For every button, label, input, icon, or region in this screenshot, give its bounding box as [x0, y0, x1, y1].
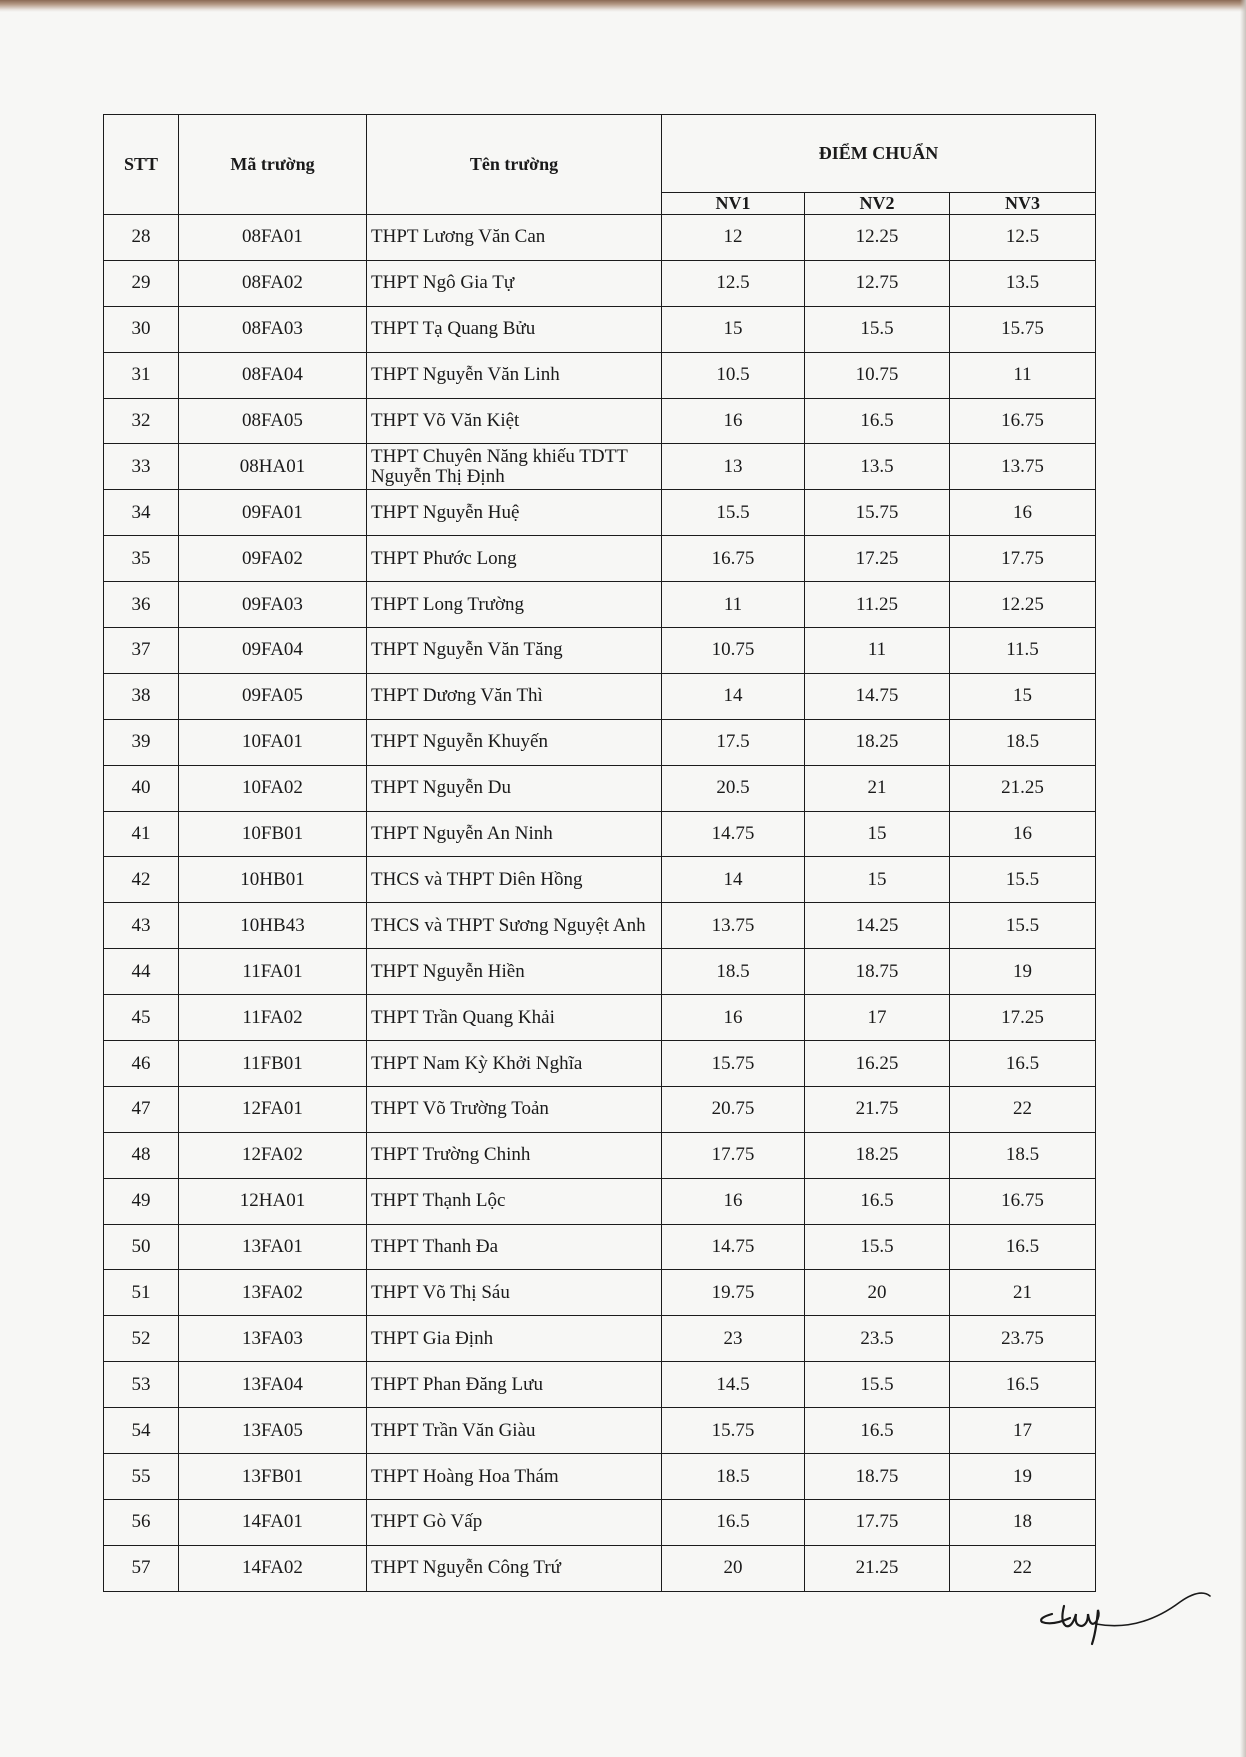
row-nv1: 13.75 [662, 903, 805, 949]
table-row [104, 1362, 1096, 1408]
row-nv2: 17 [805, 995, 950, 1041]
row-nv2: 13.5 [805, 444, 950, 490]
row-stt: 29 [104, 260, 179, 306]
header-stt: STT [104, 115, 179, 215]
row-nv3: 16.75 [950, 398, 1096, 444]
table-row [104, 1132, 1096, 1178]
paper-right-edge [1240, 0, 1246, 1757]
row-school-name: THPT Nguyễn Hiền [367, 949, 662, 995]
table-header-row [104, 115, 1096, 193]
row-school-name: THPT Trường Chinh [367, 1132, 662, 1178]
row-school-code: 12HA01 [179, 1178, 367, 1224]
paper-top-edge [0, 0, 1246, 12]
row-school-name: THPT Trần Quang Khải [367, 995, 662, 1041]
row-school-name: THPT Võ Thị Sáu [367, 1270, 662, 1316]
table-row [104, 995, 1096, 1041]
row-school-name: THPT Nguyễn Văn Linh [367, 352, 662, 398]
row-school-code: 12FA01 [179, 1086, 367, 1132]
row-stt: 36 [104, 582, 179, 628]
row-school-name: THCS và THPT Diên Hồng [367, 857, 662, 903]
row-stt: 57 [104, 1545, 179, 1591]
row-school-code: 09FA03 [179, 582, 367, 628]
row-nv2: 17.25 [805, 536, 950, 582]
row-stt: 52 [104, 1316, 179, 1362]
table-row [104, 444, 1096, 490]
row-nv3: 18.5 [950, 719, 1096, 765]
row-school-name: THCS và THPT Sương Nguyệt Anh [367, 903, 662, 949]
row-school-name: THPT Nguyễn Văn Tăng [367, 628, 662, 674]
table-row [104, 719, 1096, 765]
row-school-name: THPT Thanh Đa [367, 1224, 662, 1270]
row-nv2: 15 [805, 857, 950, 903]
row-nv1: 18.5 [662, 1454, 805, 1500]
row-nv3: 12.25 [950, 582, 1096, 628]
row-stt: 42 [104, 857, 179, 903]
row-nv3: 16.75 [950, 1178, 1096, 1224]
row-school-code: 11FA02 [179, 995, 367, 1041]
row-nv1: 15.5 [662, 490, 805, 536]
row-nv2: 15 [805, 811, 950, 857]
row-school-name: THPT Nguyễn Huệ [367, 490, 662, 536]
row-school-code: 10FA02 [179, 765, 367, 811]
row-school-code: 13FA03 [179, 1316, 367, 1362]
table-body [104, 215, 1096, 1592]
table-row [104, 1270, 1096, 1316]
row-nv1: 17.75 [662, 1132, 805, 1178]
row-school-name: THPT Dương Văn Thì [367, 673, 662, 719]
header-cutoff-score: ĐIỂM CHUẨN [662, 115, 1096, 193]
header-nv3: NV3 [950, 193, 1096, 215]
row-school-name: THPT Phan Đăng Lưu [367, 1362, 662, 1408]
row-school-code: 08FA04 [179, 352, 367, 398]
row-nv2: 18.25 [805, 1132, 950, 1178]
handwritten-initials-icon [1030, 1592, 1230, 1662]
row-nv1: 16 [662, 995, 805, 1041]
row-school-name: THPT Nguyễn Công Trứ [367, 1545, 662, 1591]
row-nv2: 17.75 [805, 1499, 950, 1545]
row-nv1: 14 [662, 673, 805, 719]
row-school-code: 08FA02 [179, 260, 367, 306]
table-row [104, 1178, 1096, 1224]
row-stt: 48 [104, 1132, 179, 1178]
row-nv1: 16.75 [662, 536, 805, 582]
row-stt: 44 [104, 949, 179, 995]
row-nv1: 15 [662, 306, 805, 352]
row-nv2: 11 [805, 628, 950, 674]
row-nv2: 16.5 [805, 1178, 950, 1224]
row-nv2: 21.25 [805, 1545, 950, 1591]
row-nv3: 16.5 [950, 1041, 1096, 1087]
table-row [104, 811, 1096, 857]
row-nv2: 23.5 [805, 1316, 950, 1362]
row-school-code: 08HA01 [179, 444, 367, 490]
row-nv2: 21 [805, 765, 950, 811]
row-nv1: 23 [662, 1316, 805, 1362]
table-row [104, 1499, 1096, 1545]
row-nv2: 16.5 [805, 398, 950, 444]
row-stt: 34 [104, 490, 179, 536]
row-stt: 55 [104, 1454, 179, 1500]
header-nv2: NV2 [805, 193, 950, 215]
row-school-code: 11FB01 [179, 1041, 367, 1087]
row-school-name: THPT Chuyên Năng khiếu TDTT Nguyễn Thị Định [367, 444, 662, 490]
row-school-code: 13FA01 [179, 1224, 367, 1270]
row-nv1: 15.75 [662, 1041, 805, 1087]
row-nv3: 18.5 [950, 1132, 1096, 1178]
table-row [104, 1224, 1096, 1270]
row-nv3: 15.5 [950, 903, 1096, 949]
row-nv3: 15.75 [950, 306, 1096, 352]
row-school-name: THPT Nam Kỳ Khởi Nghĩa [367, 1041, 662, 1087]
row-school-code: 14FA01 [179, 1499, 367, 1545]
row-school-name: THPT Phước Long [367, 536, 662, 582]
row-stt: 39 [104, 719, 179, 765]
row-nv2: 11.25 [805, 582, 950, 628]
row-nv1: 14.75 [662, 1224, 805, 1270]
row-nv3: 19 [950, 949, 1096, 995]
row-nv3: 17.25 [950, 995, 1096, 1041]
row-nv3: 16.5 [950, 1362, 1096, 1408]
row-nv1: 19.75 [662, 1270, 805, 1316]
table-row [104, 536, 1096, 582]
row-nv3: 17 [950, 1408, 1096, 1454]
row-stt: 31 [104, 352, 179, 398]
row-school-code: 10HB43 [179, 903, 367, 949]
row-nv3: 12.5 [950, 215, 1096, 261]
row-nv1: 10.75 [662, 628, 805, 674]
row-stt: 40 [104, 765, 179, 811]
row-stt: 51 [104, 1270, 179, 1316]
row-nv3: 15.5 [950, 857, 1096, 903]
row-nv2: 18.25 [805, 719, 950, 765]
row-stt: 33 [104, 444, 179, 490]
row-stt: 53 [104, 1362, 179, 1408]
row-nv3: 13.75 [950, 444, 1096, 490]
row-nv1: 16 [662, 1178, 805, 1224]
row-nv1: 16 [662, 398, 805, 444]
row-nv2: 16.5 [805, 1408, 950, 1454]
row-nv1: 10.5 [662, 352, 805, 398]
row-school-code: 08FA01 [179, 215, 367, 261]
row-nv2: 15.5 [805, 306, 950, 352]
row-nv1: 14.75 [662, 811, 805, 857]
table-row [104, 1316, 1096, 1362]
row-nv2: 14.75 [805, 673, 950, 719]
row-stt: 28 [104, 215, 179, 261]
row-stt: 32 [104, 398, 179, 444]
table-row [104, 490, 1096, 536]
row-school-code: 09FA01 [179, 490, 367, 536]
row-nv3: 17.75 [950, 536, 1096, 582]
row-nv1: 20.5 [662, 765, 805, 811]
row-stt: 47 [104, 1086, 179, 1132]
row-school-code: 11FA01 [179, 949, 367, 995]
row-nv3: 15 [950, 673, 1096, 719]
row-school-code: 10FB01 [179, 811, 367, 857]
row-stt: 38 [104, 673, 179, 719]
row-nv3: 16 [950, 811, 1096, 857]
row-stt: 43 [104, 903, 179, 949]
table-row [104, 673, 1096, 719]
row-nv2: 12.25 [805, 215, 950, 261]
row-nv1: 16.5 [662, 1499, 805, 1545]
row-nv3: 21.25 [950, 765, 1096, 811]
row-nv2: 18.75 [805, 949, 950, 995]
row-stt: 56 [104, 1499, 179, 1545]
header-school-code: Mã trường [179, 115, 367, 215]
row-school-name: THPT Võ Trường Toản [367, 1086, 662, 1132]
row-nv3: 16 [950, 490, 1096, 536]
row-school-name: THPT Thạnh Lộc [367, 1178, 662, 1224]
row-nv1: 14 [662, 857, 805, 903]
admission-scores-table [103, 114, 1096, 1592]
table-row [104, 903, 1096, 949]
row-school-code: 13FA04 [179, 1362, 367, 1408]
row-nv2: 14.25 [805, 903, 950, 949]
row-school-name: THPT Gia Định [367, 1316, 662, 1362]
row-nv3: 11 [950, 352, 1096, 398]
row-nv3: 13.5 [950, 260, 1096, 306]
row-nv2: 21.75 [805, 1086, 950, 1132]
header-school-name: Tên trường [367, 115, 662, 215]
table-row [104, 1041, 1096, 1087]
row-nv3: 18 [950, 1499, 1096, 1545]
row-school-code: 13FB01 [179, 1454, 367, 1500]
row-school-name: THPT Võ Văn Kiệt [367, 398, 662, 444]
row-school-code: 10HB01 [179, 857, 367, 903]
row-nv1: 11 [662, 582, 805, 628]
row-school-code: 14FA02 [179, 1545, 367, 1591]
row-stt: 50 [104, 1224, 179, 1270]
row-nv2: 15.5 [805, 1224, 950, 1270]
row-nv1: 12.5 [662, 260, 805, 306]
row-school-name: THPT Long Trường [367, 582, 662, 628]
row-nv1: 13 [662, 444, 805, 490]
row-nv2: 15.5 [805, 1362, 950, 1408]
table-row [104, 215, 1096, 261]
row-nv1: 14.5 [662, 1362, 805, 1408]
row-school-code: 09FA02 [179, 536, 367, 582]
row-nv1: 17.5 [662, 719, 805, 765]
table-row [104, 765, 1096, 811]
row-school-name: THPT Nguyễn Du [367, 765, 662, 811]
row-nv2: 18.75 [805, 1454, 950, 1500]
row-school-code: 08FA03 [179, 306, 367, 352]
row-school-name: THPT Ngô Gia Tự [367, 260, 662, 306]
row-stt: 41 [104, 811, 179, 857]
table-row [104, 352, 1096, 398]
row-stt: 30 [104, 306, 179, 352]
row-nv1: 12 [662, 215, 805, 261]
row-school-name: THPT Trần Văn Giàu [367, 1408, 662, 1454]
row-stt: 45 [104, 995, 179, 1041]
row-school-name: THPT Lương Văn Can [367, 215, 662, 261]
row-nv1: 18.5 [662, 949, 805, 995]
row-nv1: 20 [662, 1545, 805, 1591]
row-stt: 49 [104, 1178, 179, 1224]
table-row [104, 306, 1096, 352]
table-row [104, 582, 1096, 628]
row-nv1: 15.75 [662, 1408, 805, 1454]
row-nv2: 20 [805, 1270, 950, 1316]
row-nv3: 21 [950, 1270, 1096, 1316]
row-school-code: 13FA05 [179, 1408, 367, 1454]
table-row [104, 1086, 1096, 1132]
row-school-code: 13FA02 [179, 1270, 367, 1316]
row-school-code: 08FA05 [179, 398, 367, 444]
row-school-name: THPT Hoàng Hoa Thám [367, 1454, 662, 1500]
row-school-code: 09FA05 [179, 673, 367, 719]
row-school-name: THPT Tạ Quang Bửu [367, 306, 662, 352]
row-nv2: 15.75 [805, 490, 950, 536]
table-row [104, 1454, 1096, 1500]
row-school-name: THPT Nguyễn Khuyến [367, 719, 662, 765]
row-stt: 37 [104, 628, 179, 674]
row-school-name: THPT Gò Vấp [367, 1499, 662, 1545]
row-school-code: 09FA04 [179, 628, 367, 674]
row-nv2: 16.25 [805, 1041, 950, 1087]
row-nv3: 16.5 [950, 1224, 1096, 1270]
table-row [104, 260, 1096, 306]
row-stt: 54 [104, 1408, 179, 1454]
row-nv3: 22 [950, 1545, 1096, 1591]
header-nv1: NV1 [662, 193, 805, 215]
table-row [104, 398, 1096, 444]
row-nv3: 19 [950, 1454, 1096, 1500]
row-school-code: 10FA01 [179, 719, 367, 765]
row-stt: 46 [104, 1041, 179, 1087]
row-stt: 35 [104, 536, 179, 582]
table-row [104, 1408, 1096, 1454]
table-row [104, 949, 1096, 995]
row-school-code: 12FA02 [179, 1132, 367, 1178]
row-nv3: 23.75 [950, 1316, 1096, 1362]
row-nv3: 22 [950, 1086, 1096, 1132]
table-row [104, 1545, 1096, 1591]
row-nv2: 12.75 [805, 260, 950, 306]
table-row [104, 857, 1096, 903]
row-nv1: 20.75 [662, 1086, 805, 1132]
row-school-name: THPT Nguyễn An Ninh [367, 811, 662, 857]
table-row [104, 628, 1096, 674]
row-nv2: 10.75 [805, 352, 950, 398]
row-nv3: 11.5 [950, 628, 1096, 674]
